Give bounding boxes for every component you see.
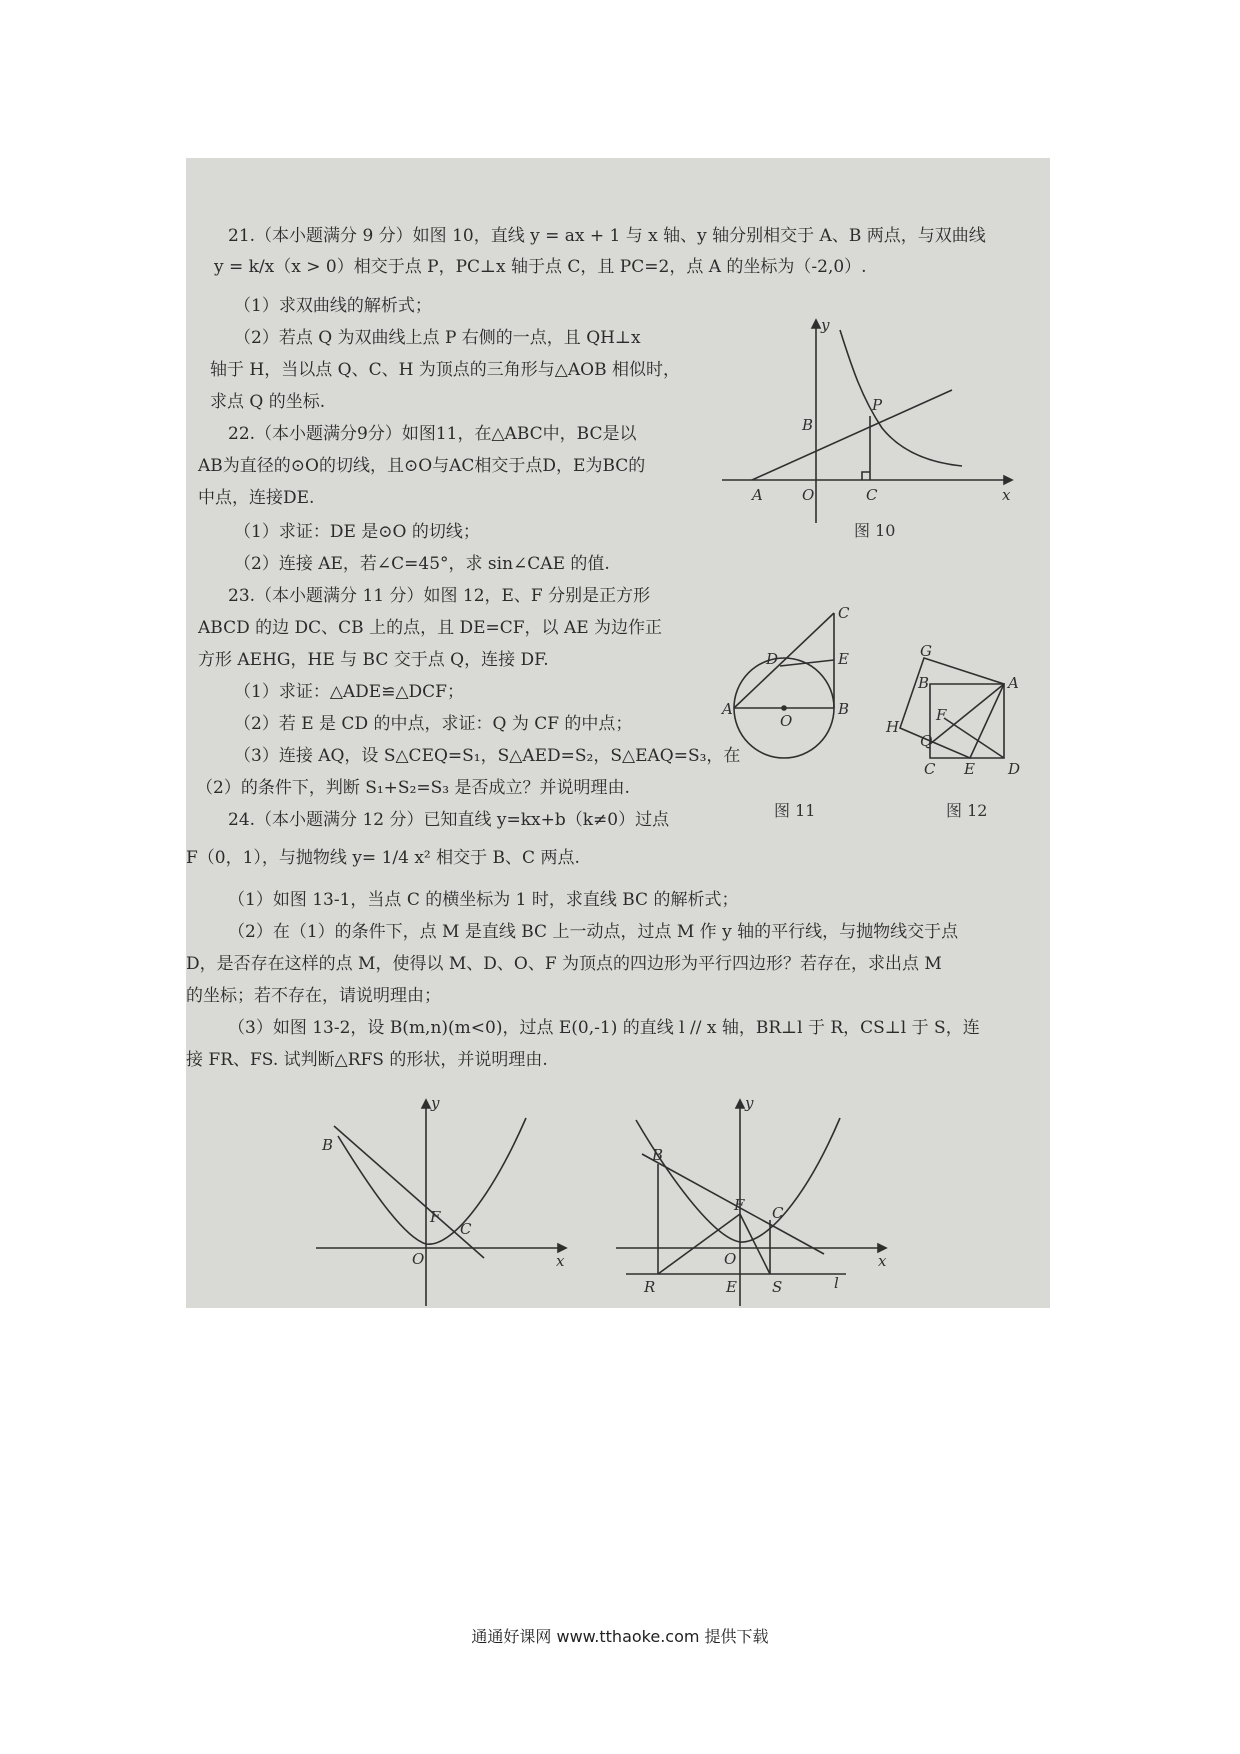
text-line-18: （2）的条件下，判断 S₁+S₂=S₃ 是否成立？并说明理由. bbox=[196, 778, 630, 798]
fig10-y-arrow bbox=[812, 320, 820, 328]
fig12-label-g: G bbox=[920, 642, 932, 660]
fig10-label-x: x bbox=[1002, 486, 1011, 504]
fig11-label-o: O bbox=[780, 712, 793, 730]
text-line-26: 接 FR、FS. 试判断△RFS 的形状，并说明理由. bbox=[186, 1050, 548, 1070]
fig13-1-label-f: F bbox=[430, 1208, 441, 1226]
fig11-label-a: A bbox=[722, 700, 733, 718]
text-line-8: AB为直径的⊙O的切线，且⊙O与AC相交于点D，E为BC的 bbox=[198, 456, 646, 476]
fig10-label-a: A bbox=[752, 486, 763, 504]
caption-fig11: 图 11 bbox=[774, 801, 816, 820]
caption-fig10: 图 10 bbox=[854, 521, 896, 540]
text-line-13: ABCD 的边 DC、CB 上的点，且 DE=CF，以 AE 为边作正 bbox=[198, 618, 663, 638]
text-line-25: （3）如图 13-2，设 B(m,n)(m<0)，过点 E(0,-1) 的直线 l // x 轴，BR⊥l 于 R，CS⊥l 于 S，连 bbox=[228, 1018, 980, 1038]
text-line-24: 的坐标；若不存在，请说明理由； bbox=[186, 986, 441, 1006]
fig13-2-label-c: C bbox=[772, 1204, 784, 1222]
text-line-14: 方形 AEHG，HE 与 BC 交于点 Q，连接 DF. bbox=[198, 650, 549, 670]
fig13-2-label-e: E bbox=[726, 1278, 737, 1296]
figure-11 bbox=[722, 604, 872, 768]
fig10-label-c: C bbox=[866, 486, 878, 504]
footer-credit: 通通好课网 www.tthaoke.com 提供下载 bbox=[471, 1627, 769, 1646]
fig12-label-f: F bbox=[936, 706, 947, 724]
fig12-label-c: C bbox=[924, 760, 936, 778]
fig13-1-label-o: O bbox=[412, 1250, 425, 1268]
fig10-hyperbola bbox=[840, 330, 962, 466]
fig13-2-x-arrow bbox=[878, 1244, 886, 1252]
fig13-1-label-b: B bbox=[322, 1136, 334, 1154]
text-line-1: 21.（本小题满分 9 分）如图 10，直线 y = ax + 1 与 x 轴、y 轴分别相交于 A、B 两点，与双曲线 bbox=[228, 226, 986, 246]
fig13-1-x-arrow bbox=[558, 1244, 566, 1252]
text-line-15: （1）求证：△ADE≌△DCF； bbox=[234, 682, 464, 702]
figure-13-1 bbox=[316, 1094, 576, 1308]
fig10-x-arrow bbox=[1004, 476, 1012, 484]
text-line-20: F（0，1），与抛物线 y= 1/4 x² 相交于 B、C 两点. bbox=[186, 848, 580, 868]
fig11-segment-de bbox=[780, 660, 834, 666]
text-line-7: 22.（本小题满分9分）如图11，在△ABC中，BC是以 bbox=[228, 424, 637, 444]
fig12-label-b: B bbox=[918, 674, 930, 692]
fig11-label-d: D bbox=[766, 650, 779, 668]
fig10-label-y: y bbox=[821, 316, 830, 334]
fig13-2-label-s: S bbox=[772, 1278, 783, 1296]
fig12-label-h: H bbox=[886, 718, 900, 736]
fig13-2-label-r: R bbox=[644, 1278, 656, 1296]
fig11-label-c: C bbox=[838, 604, 850, 622]
text-line-9: 中点，连接DE. bbox=[198, 488, 315, 508]
text-line-17: （3）连接 AQ，设 S△CEQ=S₁，S△AED=S₂，S△EAQ=S₃，在 bbox=[234, 746, 741, 766]
text-line-12: 23.（本小题满分 11 分）如图 12，E、F 分别是正方形 bbox=[228, 586, 651, 606]
text-line-23: D，是否存在这样的点 M，使得以 M、D、O、F 为顶点的四边形为平行四边形？若存在，求出点 M bbox=[186, 954, 942, 974]
scanned-exam-photo bbox=[186, 158, 1050, 1308]
fig13-2-label-l: l bbox=[834, 1274, 839, 1292]
text-line-22: （2）在（1）的条件下，点 M 是直线 BC 上一动点，过点 M 作 y 轴的平行线，与抛物线交于点 bbox=[228, 922, 959, 942]
fig13-2-label-x: x bbox=[878, 1252, 887, 1270]
fig10-right-angle bbox=[862, 472, 870, 480]
fig12-segment-df bbox=[944, 718, 1004, 758]
fig13-2-label-f: F bbox=[734, 1196, 745, 1214]
fig13-1-label-y: y bbox=[431, 1094, 440, 1112]
fig12-label-a: A bbox=[1008, 674, 1019, 692]
fig10-line bbox=[752, 390, 952, 480]
fig12-label-e: E bbox=[964, 760, 975, 778]
fig13-1-line-bc bbox=[334, 1126, 484, 1258]
fig13-2-segment-fs bbox=[740, 1214, 770, 1274]
text-line-19: 24.（本小题满分 12 分）已知直线 y=kx+b（k≠0）过点 bbox=[228, 810, 670, 830]
fig10-label-p: P bbox=[872, 396, 883, 414]
fig13-2-y-arrow bbox=[736, 1100, 744, 1108]
fig13-1-label-x: x bbox=[556, 1252, 565, 1270]
text-line-2: y = k/x（x > 0）相交于点 P，PC⊥x 轴于点 C，且 PC=2，点 A 的坐标为（-2,0）. bbox=[214, 257, 867, 277]
figure-10 bbox=[722, 318, 1022, 528]
fig10-label-o: O bbox=[802, 486, 815, 504]
fig13-2-label-y: y bbox=[745, 1094, 754, 1112]
fig10-label-b: B bbox=[802, 416, 814, 434]
fig13-1-label-c: C bbox=[460, 1220, 472, 1238]
caption-fig12: 图 12 bbox=[946, 801, 988, 820]
fig12-label-q: Q bbox=[920, 732, 933, 750]
figure-13-2 bbox=[616, 1094, 896, 1308]
fig13-2-parabola bbox=[636, 1118, 840, 1242]
fig11-label-e: E bbox=[838, 650, 849, 668]
text-line-10: （1）求证：DE 是⊙O 的切线； bbox=[234, 522, 480, 542]
fig13-2-label-o: O bbox=[724, 1250, 737, 1268]
fig11-center-dot bbox=[782, 706, 786, 710]
fig12-label-d: D bbox=[1008, 760, 1021, 778]
text-line-11: （2）连接 AE，若∠C=45°，求 sin∠CAE 的值. bbox=[234, 554, 610, 574]
text-line-3: （1）求双曲线的解析式； bbox=[234, 296, 432, 316]
fig12-square-aehg bbox=[900, 658, 1004, 758]
text-line-16: （2）若 E 是 CD 的中点，求证：Q 为 CF 的中点； bbox=[234, 714, 633, 734]
fig11-segment-ac bbox=[734, 613, 834, 708]
text-line-21: （1）如图 13-1，当点 C 的横坐标为 1 时，求直线 BC 的解析式； bbox=[228, 890, 739, 910]
fig13-2-label-b: B bbox=[652, 1146, 664, 1164]
text-line-5: 轴于 H，当以点 Q、C、H 为顶点的三角形与△AOB 相似时， bbox=[210, 360, 680, 380]
text-line-4: （2）若点 Q 为双曲线上点 P 右侧的一点，且 QH⊥x bbox=[234, 328, 641, 348]
fig13-1-y-arrow bbox=[422, 1100, 430, 1108]
fig11-label-b: B bbox=[838, 700, 850, 718]
text-line-6: 求点 Q 的坐标. bbox=[210, 392, 326, 412]
figure-12 bbox=[886, 642, 1036, 798]
